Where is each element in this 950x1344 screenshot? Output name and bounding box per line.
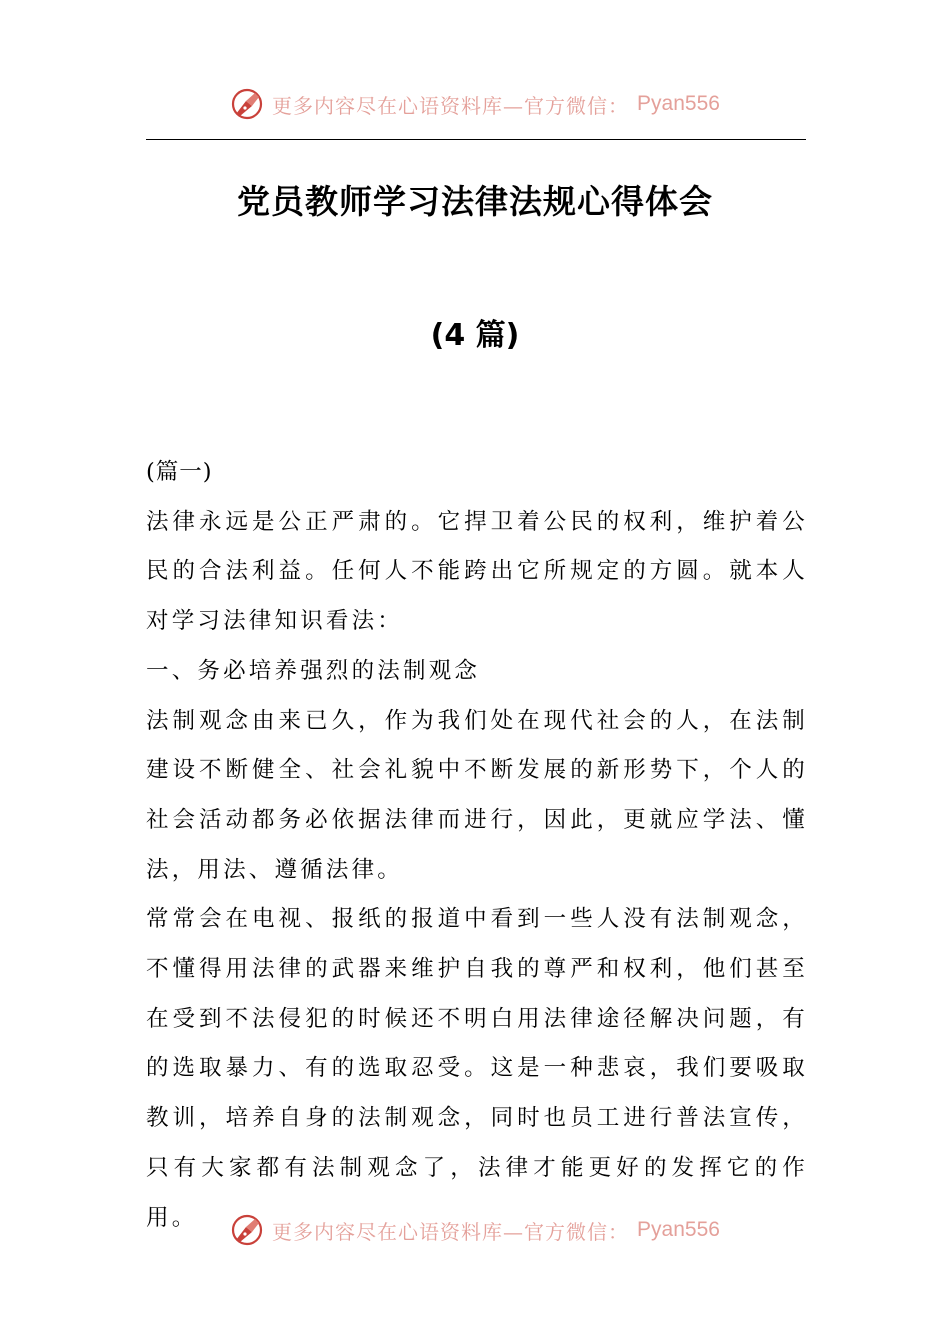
paragraph: 法律永远是公正严肃的。它捍卫着公民的权利，维护着公民的合法利益。任何人不能跨出它所规定的方圆。就本人对学习法律知识看法： bbox=[146, 508, 808, 635]
section-heading: 一、务必培养强烈的法制观念 bbox=[146, 657, 481, 684]
header-watermark bbox=[0, 84, 950, 124]
watermark-handle: Pyan556 bbox=[637, 92, 720, 115]
page-title: 党员教师学习法律法规心得体会 bbox=[237, 182, 713, 221]
paragraph: 常常会在电视、报纸的报道中看到一些人没有法制观念，不懂得用法律的武器来维护自我的尊严和权利，他们甚至在受到不法侵犯的时候还不明白用法律途径解决问题，有的选取暴力、有的选取忍受。这是一种悲哀，我们要吸取教训，培养自身的法制观念，同时也员工进行普法宣传，只有大家都有法制观念了，法律才能更好的发挥它的作用。 bbox=[146, 906, 808, 1231]
watermark-text: 更多内容尽在心语资料库—官方微信： bbox=[272, 93, 630, 118]
pen-nib-logo-icon bbox=[230, 87, 264, 121]
paragraph: 法制观念由来已久，作为我们处在现代社会的人，在法制建设不断健全、社会礼貌中不断发展的新形势下，个人的社会活动都务必依据法律而进行，因此，更就应学法、懂法，用法、遵循法律。 bbox=[146, 707, 808, 883]
watermark-text: 更多内容尽在心语资料库—官方微信： bbox=[272, 1219, 630, 1244]
article-body bbox=[146, 448, 808, 1243]
footer-watermark bbox=[0, 1210, 950, 1250]
section-label: (篇一) bbox=[146, 459, 213, 485]
pen-nib-logo-icon bbox=[230, 1213, 264, 1247]
header-divider bbox=[146, 139, 806, 140]
page-subtitle: (4 篇) bbox=[430, 318, 520, 353]
watermark-handle: Pyan556 bbox=[637, 1218, 720, 1241]
